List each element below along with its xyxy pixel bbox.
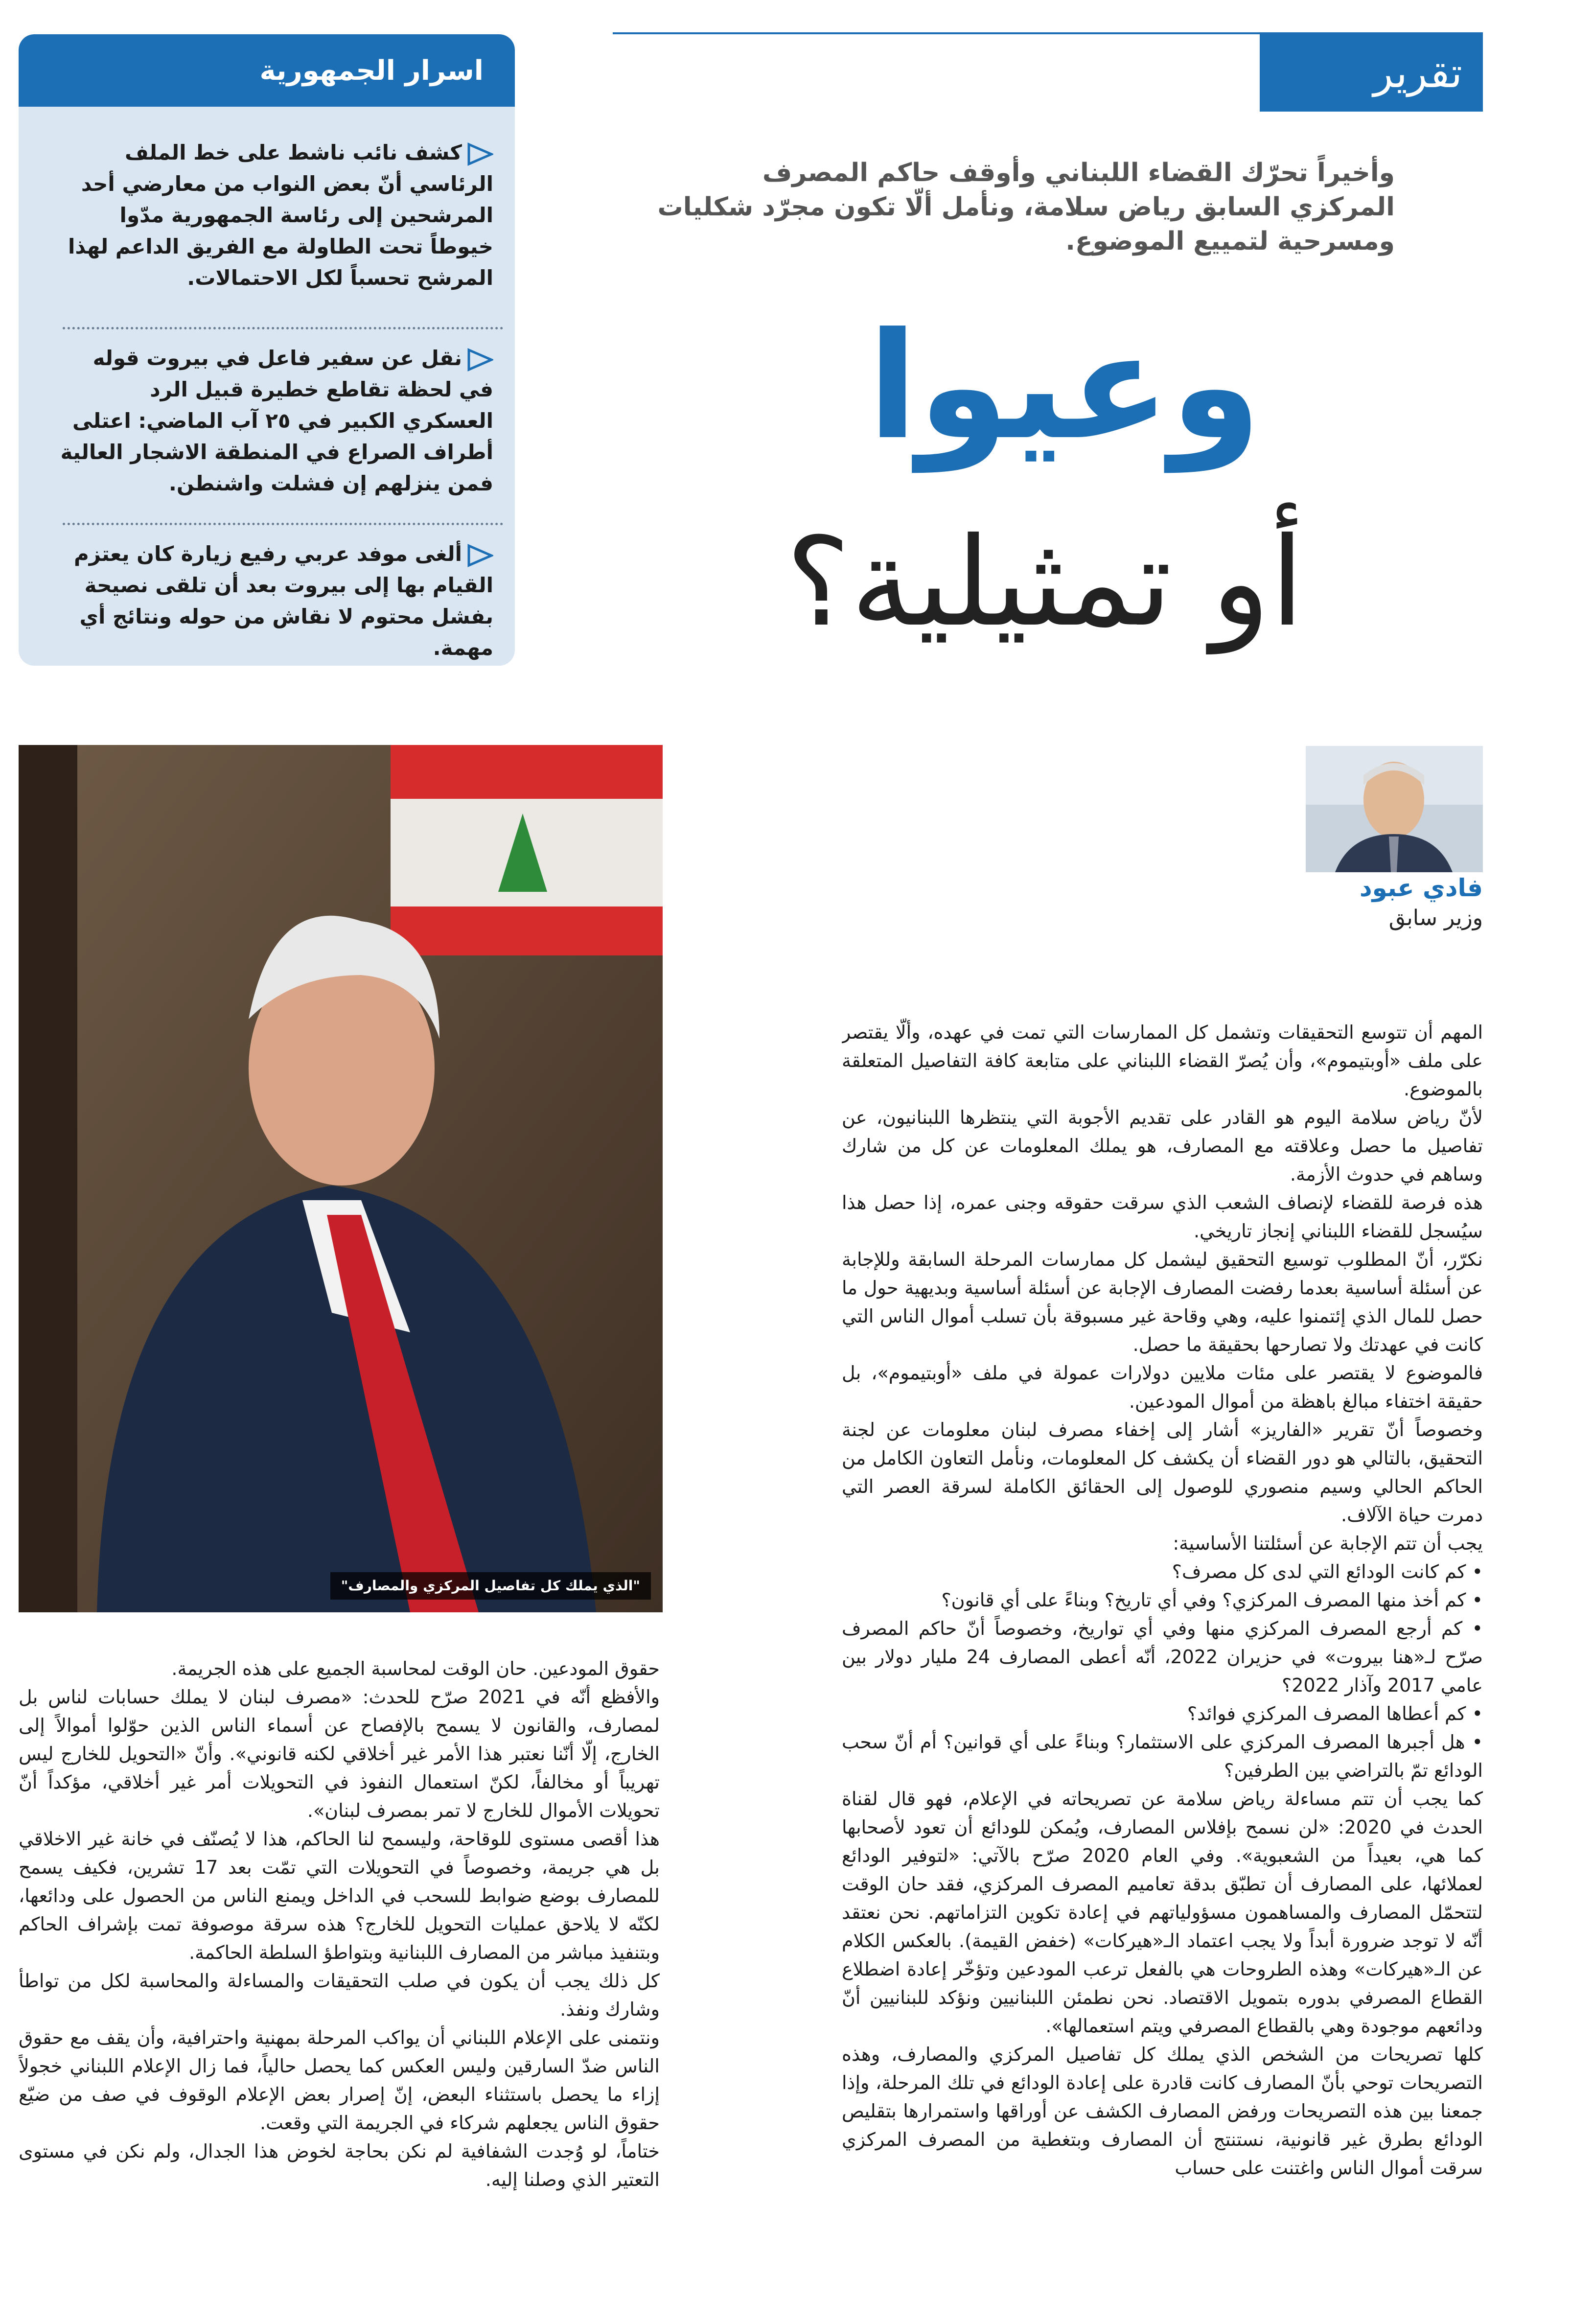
author-photo bbox=[1306, 746, 1483, 872]
paragraph: وخصوصاً أنّ تقرير «الفاريز» أشار إلى إخفاء مصرف لبنان معلومات عن لجنة التحقيق، بالتالي هو دور القضاء أن يكشف كل المعلومات، ونأمل التعاون الكامل من الحاكم الحالي وسيم منصوري للوصول إلى الحقائق الكاملة لسرقة العصر التي دمرت حياة الآلاف. bbox=[842, 1419, 1483, 1526]
headline-line-1: وعيوا bbox=[867, 301, 1262, 472]
sidebar-item bbox=[53, 343, 493, 499]
paragraph: فالموضوع لا يقتصر على مئات ملايين دولارات عمولة في ملف «أوبتيموم»، بل حقيقة اختفاء مبالغ باهظة من أموال المودعين. bbox=[842, 1362, 1483, 1412]
question-item: • كم أعطاها المصرف المركزي فوائد؟ bbox=[1187, 1703, 1483, 1724]
paragraph: يجب أن تتم الإجابة عن أسئلتنا الأساسية: bbox=[1173, 1533, 1483, 1554]
question-item: • هل أجبرها المصرف المركزي على الاستثمار؟ وبناءً على أي قوانين؟ أم أنّ سحب الودائع تمّ بالتراضي بين الطرفين؟ bbox=[842, 1731, 1483, 1781]
sidebar-panel bbox=[19, 34, 515, 666]
triangle-arrow-icon bbox=[466, 348, 493, 372]
sidebar-divider bbox=[63, 523, 503, 525]
paragraph: ختاماً، لو وُجدت الشفافية لم نكن بحاجة لخوض هذا الجدال، ولم نكن في مستوى التعتير الذي وصلنا إليه. bbox=[19, 2140, 660, 2190]
sidebar-item-text: كشف نائب ناشط على خط الملف الرئاسي أنّ بعض النواب من معارضي أحد المرشحين إلى رئاسة الجمهورية مدّوا خيوطاً تحت الطاولة مع الفريق الداعم لهذا المرشح تحسباً لكل الاحتمالات. bbox=[68, 140, 493, 290]
paragraph: ونتمنى على الإعلام اللبناني أن يواكب المرحلة بمهنية واحترافية، وأن يقف مع حقوق الناس ضدّ السارقين وليس العكس كما يحصل حالياً، فما زال الإعلام اللبناني خجولاً إزاء ما يحصل باستثناء البعض، إنّ إصرار بعض الإعلام الوقوف في صف من ضيّع حقوق الناس يجعلهم شركاء في الجريمة التي وقعت. bbox=[19, 2027, 660, 2134]
question-item: • كم كانت الودائع التي لدى كل مصرف؟ bbox=[1172, 1561, 1483, 1582]
author-name: فادي عبود bbox=[1360, 874, 1483, 902]
author-role: وزير سابق bbox=[1388, 906, 1483, 930]
paragraph: هذا أقصى مستوى للوقاحة، وليسمح لنا الحاكم، هذا لا يُصنّف في خانة غير الاخلاقي بل هي جريمة، وخصوصاً في التحويلات التي تمّت بعد 17 تشرين، فكيف يسمح للمصارف بوضع ضوابط للسحب في الداخل ويمنع الناس من الحصول على ودائعها، لكنّه لا يلاحق عمليات التحويل للخارج؟ هذه سرقة موصوفة تمت بإشراف الحاكم وبتنفيذ مباشر من المصارف اللبنانية وبتواطؤ السلطة الحاكمة. bbox=[19, 1828, 660, 1963]
sidebar-item bbox=[53, 538, 493, 664]
sidebar-item bbox=[53, 137, 493, 294]
paragraph: نكرّر، أنّ المطلوب توسيع التحقيق ليشمل كل ممارسات المرحلة السابقة وللإجابة عن أسئلة أساسية بعدما رفضت المصارف الإجابة عن أسئلة أساسية وبديهية حول ما حصل للمال الذي إئتمنوا عليه، وهي وقاحة غير مسبوقة بأن تسلب أموال الناس التي كانت في عهدتك ولا تصارحها بحقيقة ما حصل. bbox=[842, 1249, 1483, 1355]
paragraph: كل ذلك يجب أن يكون في صلب التحقيقات والمساءلة والمحاسبة لكل من تواطأ وشارك ونفذ. bbox=[19, 1970, 660, 2020]
article-photo bbox=[19, 745, 663, 1612]
triangle-arrow-icon bbox=[466, 142, 493, 166]
paragraph: المهم أن تتوسع التحقيقات وتشمل كل الممارسات التي تمت في عهده، وألّا يقتصر على ملف «أوبتيموم»، وأن يُصرّ القضاء اللبناني على متابعة كافة التفاصيل المتعلقة بالموضوع. bbox=[842, 1022, 1483, 1100]
triangle-arrow-icon bbox=[466, 544, 493, 567]
sidebar-item-text: ألغى موفد عربي رفيع زيارة كان يعتزم القيام بها إلى بيروت بعد أن تلقى نصيحة بفشل محتوم لا نقاش من حوله ونتائج أي مهمة. bbox=[73, 542, 493, 660]
sidebar-item-text: نقل عن سفير فاعل في بيروت قوله في لحظة تقاطع خطيرة قبيل الرد العسكري الكبير في ٢٥ آب الماضي: اعتلى أطراف الصراع في المنطقة الاشجار العالية فمن ينزلهم إن فشلت واشنطن. bbox=[60, 346, 493, 495]
paragraph: هذه فرصة للقضاء لإنصاف الشعب الذي سرقت حقوقه وجنى عمره، إذا حصل هذا سيُسجل للقضاء اللبناني إنجاز تاريخي. bbox=[842, 1192, 1483, 1242]
sidebar-divider bbox=[63, 327, 503, 329]
body-column-left bbox=[19, 1654, 660, 2305]
paragraph: والأفظع أنّه في 2021 صرّح للحدث: «مصرف لبنان لا يملك حسابات لناس بل لمصارف، والقانون لا يسمح بالإفصاح عن أسماء الناس الذين حوّلوا أموالاً إلى الخارج، إلّا أنّنا نعتبر هذا الأمر غير أخلاقي لكنه قانوني». وأنّ «التحويل للخارج ليس تهريباً أو مخالفاً، لكنّ استعمال النفوذ في التحويلات أمر غير أخلاقي، مؤكداً أنّ تحويلات الأموال للخارج لا تمر بمصرف لبنان». bbox=[19, 1686, 660, 1821]
photo-caption: "الذي يملك كل تفاصيل المركزي والمصارف" bbox=[330, 1572, 651, 1600]
paragraph: كما يجب أن تتم مساءلة رياض سلامة عن تصريحاته في الإعلام، فهو قال لقناة الحدث في 2020: «لن نسمح بإفلاس المصارف، ويُمكن للودائع أن تعود لأصحابها كما هي، بعيداً من الشعبوية». وفي العام 2020 صرّح بالآتي: «لتوفير الودائع لعملائها، على المصارف أن تطبّق بدقة تعاميم المصرف المركزي، فقد حان الوقت لتتحمّل المصارف والمساهمون مسؤولياتهم في إعادة تكوين التزاماتهم. نحن نعتقد أنّه لا توجد ضرورة أبداً ولا يجب اعتماد الـ«هيركات» (خفض القيمة). بالعكس الكلام عن الـ«هيركات» وهذه الطروحات هي بالفعل ترعب المودعين وتؤخّر إعادة اضطلاع القطاع المصرفي بدوره بتمويل الاقتصاد. نحن نطمئن اللبنانيين ونؤكد للبنانيين أنّ ودائعهم موجودة وهي بالقطاع المصرفي ويتم استعمالها». bbox=[842, 1788, 1483, 2037]
paragraph: لأنّ رياض سلامة اليوم هو القادر على تقديم الأجوبة التي ينتظرها اللبنانيون، عن تفاصيل ما حصل وعلاقته مع المصارف، هو يملك المعلومات عن كل من شارك وساهم في حدوث الأزمة. bbox=[842, 1107, 1483, 1185]
sidebar-title: اسرار الجمهورية bbox=[19, 34, 515, 107]
headline-line-2: أو تمثيلية؟ bbox=[785, 511, 1304, 653]
question-item: • كم أرجع المصرف المركزي منها وفي أي تواريخ، وخصوصاً أنّ حاكم المصرف صرّح لـ«هنا بيروت» في حزيران 2022، أنّه أعطى المصارف 24 مليار دولار بين عامي 2017 وآذار 2022؟ bbox=[842, 1618, 1483, 1696]
article-lead: وأخيراً تحرّك القضاء اللبناني وأوقف حاكم المصرف المركزي السابق رياض سلامة، ونأمل ألّا تكون مجرّد شكليات ومسرحية لتمييع الموضوع. bbox=[657, 158, 1395, 256]
question-item: • كم أخذ منها المصرف المركزي؟ وفي أي تاريخ؟ وبناءً على أي قانون؟ bbox=[941, 1589, 1483, 1611]
body-column-right bbox=[842, 1018, 1483, 2315]
section-tag: تقرير bbox=[1260, 34, 1483, 112]
paragraph: حقوق المودعين. حان الوقت لمحاسبة الجميع على هذه الجريمة. bbox=[171, 1658, 660, 1679]
paragraph: كلها تصريحات من الشخص الذي يملك كل تفاصيل المركزي والمصارف، وهذه التصريحات توحي بأنّ المصارف كانت قادرة على إعادة الودائع في تلك المرحلة، وإذا جمعنا بين هذه التصريحات ورفض المصارف الكشف عن أوراقها واستمرارها بتقليص الودائع بطرق غير قانونية، نستنتج أن المصارف وبتغطية من المصرف المركزي سرقت أموال الناس واغتنت على حساب bbox=[842, 2044, 1483, 2179]
